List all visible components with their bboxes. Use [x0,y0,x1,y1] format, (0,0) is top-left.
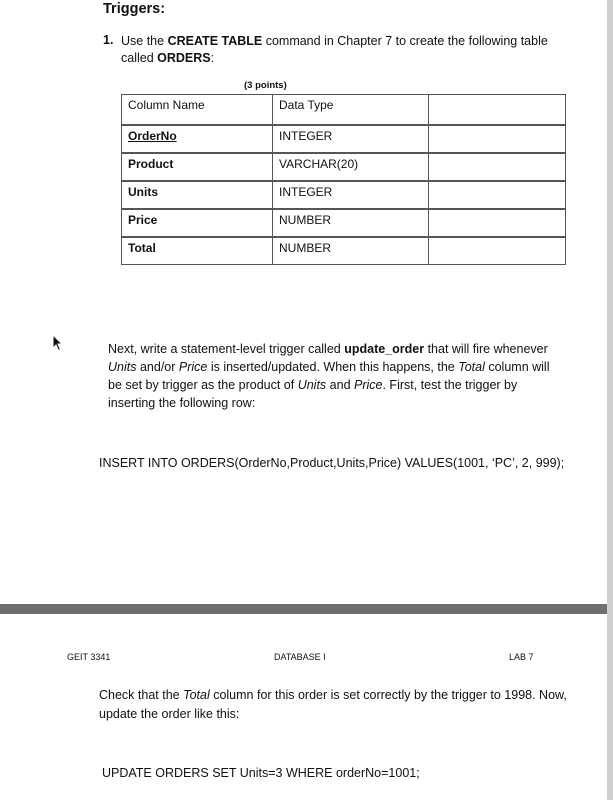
cell-type: INTEGER [273,125,429,153]
header-lab-number: LAB 7 [509,652,534,662]
cell-type: NUMBER [273,237,429,265]
trigger-instructions: Next, write a statement-level trigger called update_order that will fire whenever Units and/or Price is inserted/updated. When this happens, the Total column will be set by trigger as the product of Units and Price. First, test the trigger by inserting the following row: [108,342,550,410]
table-row [122,125,566,153]
question-number: 1. [103,33,114,47]
points-label: (3 points) [244,80,287,91]
header-course-code: GEIT 3341 [67,652,111,662]
cell-type: NUMBER [273,209,429,237]
cell-empty [429,153,566,181]
insert-statement: INSERT INTO ORDERS(OrderNo,Product,Units,Price) VALUES(1001, ‘PC’, 2, 999); [99,456,565,470]
table-row [122,181,566,209]
table-row [122,237,566,265]
table-row [122,153,566,181]
question-text: Use the CREATE TABLE command in Chapter 7 to create the following table called ORDERS: [121,34,548,65]
cell-empty [429,125,566,153]
table-row [122,209,566,237]
header-column-name: Column Name [122,95,273,125]
header-data-type: Data Type [273,95,429,125]
section-heading: Triggers: [103,1,166,17]
cell-name: Total [122,237,273,265]
cell-empty [429,237,566,265]
update-statement: UPDATE ORDERS SET Units=3 WHERE orderNo=1001; [102,766,420,780]
header-course-title: DATABASE I [274,652,326,662]
header-empty [429,95,566,125]
table-header-row [122,95,566,125]
cell-type: VARCHAR(20) [273,153,429,181]
cell-name: Price [122,209,273,237]
mouse-pointer-icon [52,334,66,352]
cell-name: OrderNo [122,125,273,153]
cell-name: Product [122,153,273,181]
cell-empty [429,209,566,237]
orders-table [121,94,566,265]
cell-empty [429,181,566,209]
check-instructions: Check that the Total column for this order is set correctly by the trigger to 1998. Now, update the order like this: [99,688,567,721]
cell-name: Units [122,181,273,209]
cell-type: INTEGER [273,181,429,209]
scrollbar-track[interactable] [607,0,613,800]
